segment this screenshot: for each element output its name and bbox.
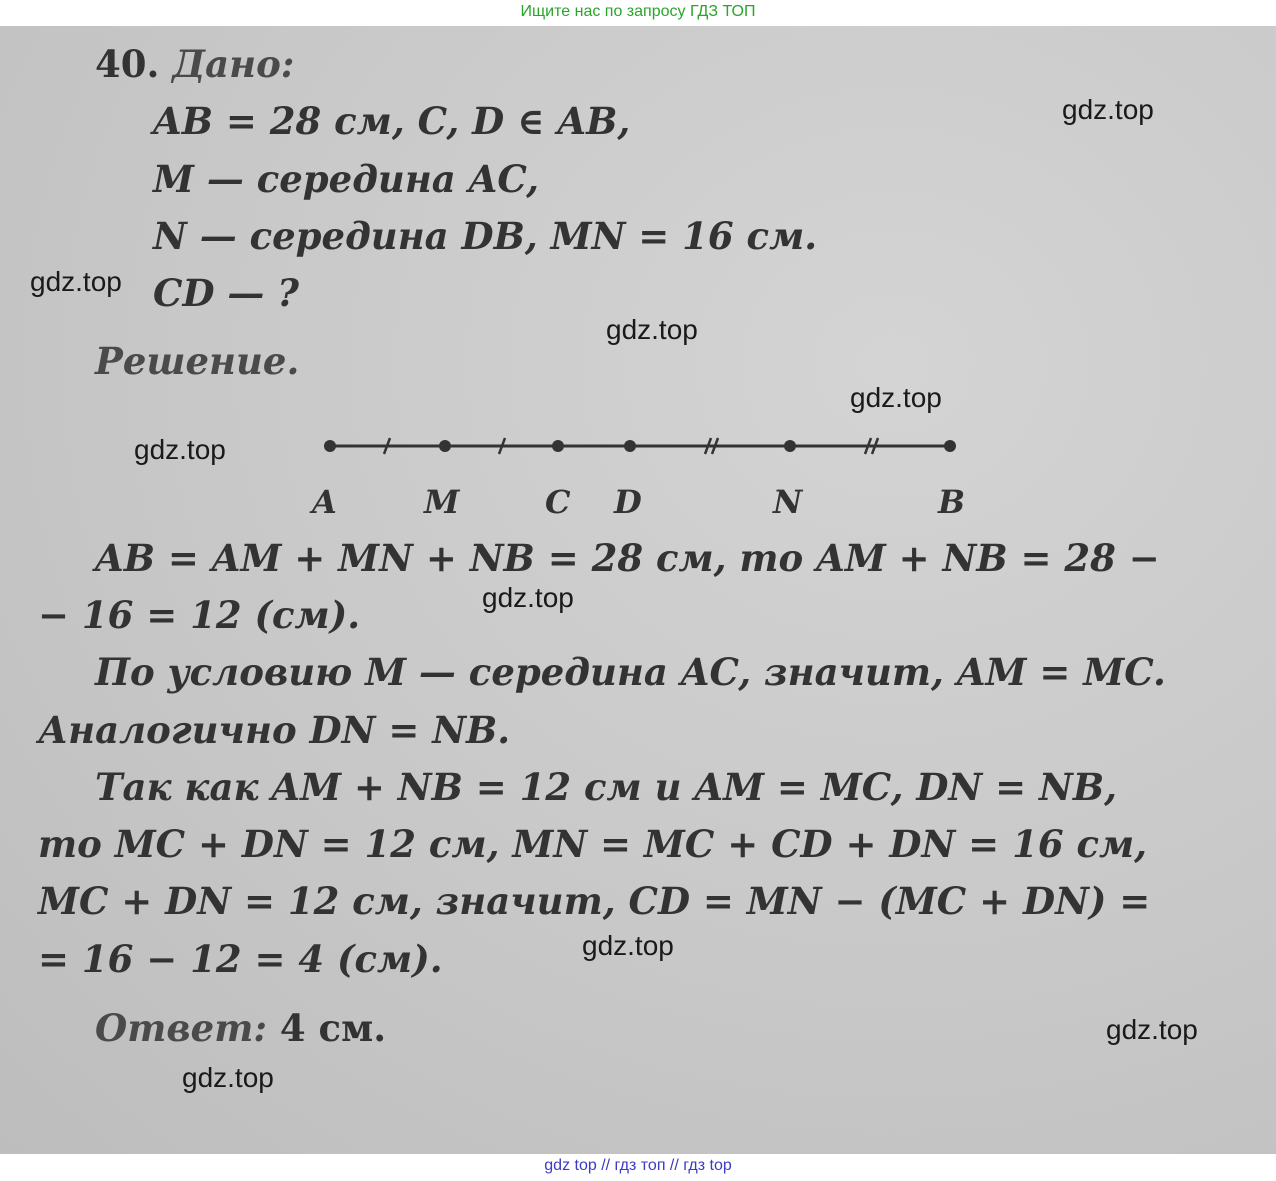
point-label-c: C [545,483,571,521]
solution-line-3: По условию M — середина AC, значит, AM = MC. [95,650,1166,694]
solution-line-5: Так как AM + NB = 12 см и AM = MC, DN = NB, [95,765,1117,809]
solution-label: Решение. [95,339,300,383]
given-line-2: M — середина AC, [153,157,540,201]
point-label-d: D [614,483,642,521]
watermark: gdz.top [582,930,674,961]
solution-line-4: Аналогично DN = NB. [38,708,511,752]
watermark: gdz.top [134,434,226,465]
solution-line-8: = 16 − 12 = 4 (см). [38,937,443,981]
watermark: gdz.top [1062,94,1154,125]
segment-diagram [300,431,1000,521]
point-d-dot [624,440,636,452]
answer-value: 4 см. [279,1006,387,1050]
answer [95,1006,386,1050]
point-label-b: B [938,483,966,521]
point-m-dot [439,440,451,452]
problem-header [95,42,294,86]
given-line-1: AB = 28 см, C, D ∈ AB, [153,99,631,143]
solution-line-7: MC + DN = 12 см, значит, CD = MN − (MC + DN) = [38,879,1151,923]
watermark: gdz.top [482,582,574,613]
point-n-dot [784,440,796,452]
watermark: gdz.top [1106,1014,1198,1045]
watermark: gdz.top [182,1062,274,1093]
point-b-dot [944,440,956,452]
top-banner[interactable]: Ищите нас по запросу ГДЗ ТОП [0,0,1276,26]
solution-line-1: AB = AM + MN + NB = 28 см, то AM + NB = 28 − [95,536,1160,580]
given-label: Дано: [172,42,295,86]
point-c-dot [552,440,564,452]
given-line-3: N — середина DB, MN = 16 см. [153,214,818,258]
point-a-dot [324,440,336,452]
watermark: gdz.top [850,382,942,413]
solution-line-6: то MC + DN = 12 см, MN = MC + CD + DN = 16 см, [38,822,1148,866]
point-label-n: N [773,483,803,521]
watermark: gdz.top [606,314,698,345]
point-label-m: M [424,483,460,521]
point-label-a: A [312,483,337,521]
problem-number: 40. [95,42,160,86]
answer-label: Ответ: [95,1006,268,1050]
footer-links[interactable]: gdz top // гдз топ // гдз top [0,1154,1276,1181]
textbook-page [0,26,1276,1154]
watermark: gdz.top [30,266,122,297]
given-line-4: CD — ? [153,271,299,315]
solution-line-2: − 16 = 12 (см). [38,593,361,637]
